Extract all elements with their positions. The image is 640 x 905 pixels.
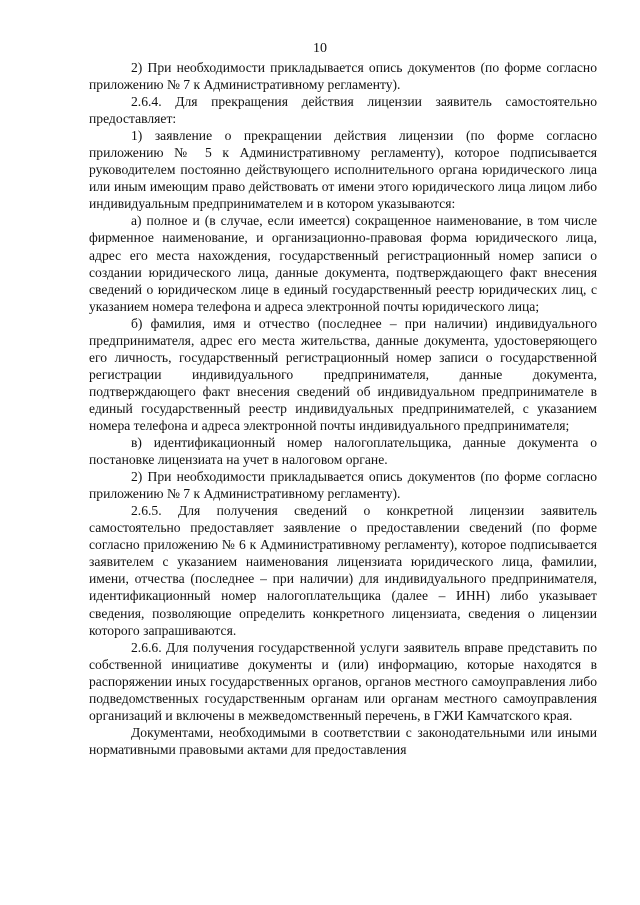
paragraph-item-b: б) фамилия, имя и отчество (последнее – при наличии) индивидуального предпринимателя, адрес его места жительства, данные документа, удостоверяющего его личность, государственный регистрационный номер записи о государственной регистрации индивидуального предпринимателя, данные документа, подтверждающего факт внесения сведений об индивидуальном предпринимателе в единый государственный реестр индивидуальных предпринимателей, с указанием номера телефона и адреса электронной почты индивидуального предпринимателя; [89, 315, 597, 433]
paragraph-termination-application: 1) заявление о прекращении действия лицензии (по форме согласно приложению № 5 к Административному регламенту), которое подписывается руководителем постоянно действующего исполнительного органа юридического лица или иным имеющим право действовать от имени этого юридического лица лицом либо индивидуальным предпринимателем и в котором указываются: [89, 128, 597, 212]
paragraph-2-6-5: 2.6.5. Для получения сведений о конкретной лицензии заявитель самостоятельно предоставляет заявление о предоставлении сведений (по форме согласно приложению № 6 к Административному регламенту), которое подписывается заявителем с указанием наименования лицензиата юридического лица, фамилии, имени, отчества (последнее – при наличии) для индивидуального предпринимателя, идентификационный номер налогоплательщика (далее – ИНН) либо указывает сведения, позволяющие определить конкретного лицензиата, сведения о лицензии которого запрашиваются. [89, 503, 597, 638]
paragraph-inventory-note-1: 2) При необходимости прикладывается опись документов (по форме согласно приложению № 7 к Административному регламенту). [89, 60, 597, 93]
paragraph-2-6-6: 2.6.6. Для получения государственной услуги заявитель вправе представить по собственной инициативе документы и (или) информацию, которые находятся в распоряжении иных государственных органов, органов местного самоуправления либо подведомственных государственным органам или органам местного самоуправления организаций и включены в межведомственный перечень, в ГЖИ Камчатского края. [89, 639, 597, 723]
paragraph-inventory-note-2: 2) При необходимости прикладывается опись документов (по форме согласно приложению № 7 к Административному регламенту). [89, 469, 597, 502]
paragraph-item-v: в) идентификационный номер налогоплательщика, данные документа о постановке лицензиата на учет в налоговом органе. [89, 435, 597, 468]
paragraph-documents-required: Документами, необходимыми в соответствии с законодательными или иными нормативными правовыми актами для предоставления [89, 724, 597, 757]
body-text [89, 59, 597, 758]
paragraph-2-6-4: 2.6.4. Для прекращения действия лицензии заявитель самостоятельно предоставляет: [89, 94, 597, 127]
page-number: 10 [313, 41, 327, 56]
paragraph-item-a: а) полное и (в случае, если имеется) сокращенное наименование, в том числе фирменное наименование, и организационно-правовая форма юридического лица, адрес его места нахождения, государственный регистрационный номер записи о создании юридического лица, данные документа, подтверждающего факт внесения сведений о юридическом лице в единый государственный реестр юридических лиц, с указанием номера телефона и адреса электронной почты юридического лица; [89, 213, 597, 314]
